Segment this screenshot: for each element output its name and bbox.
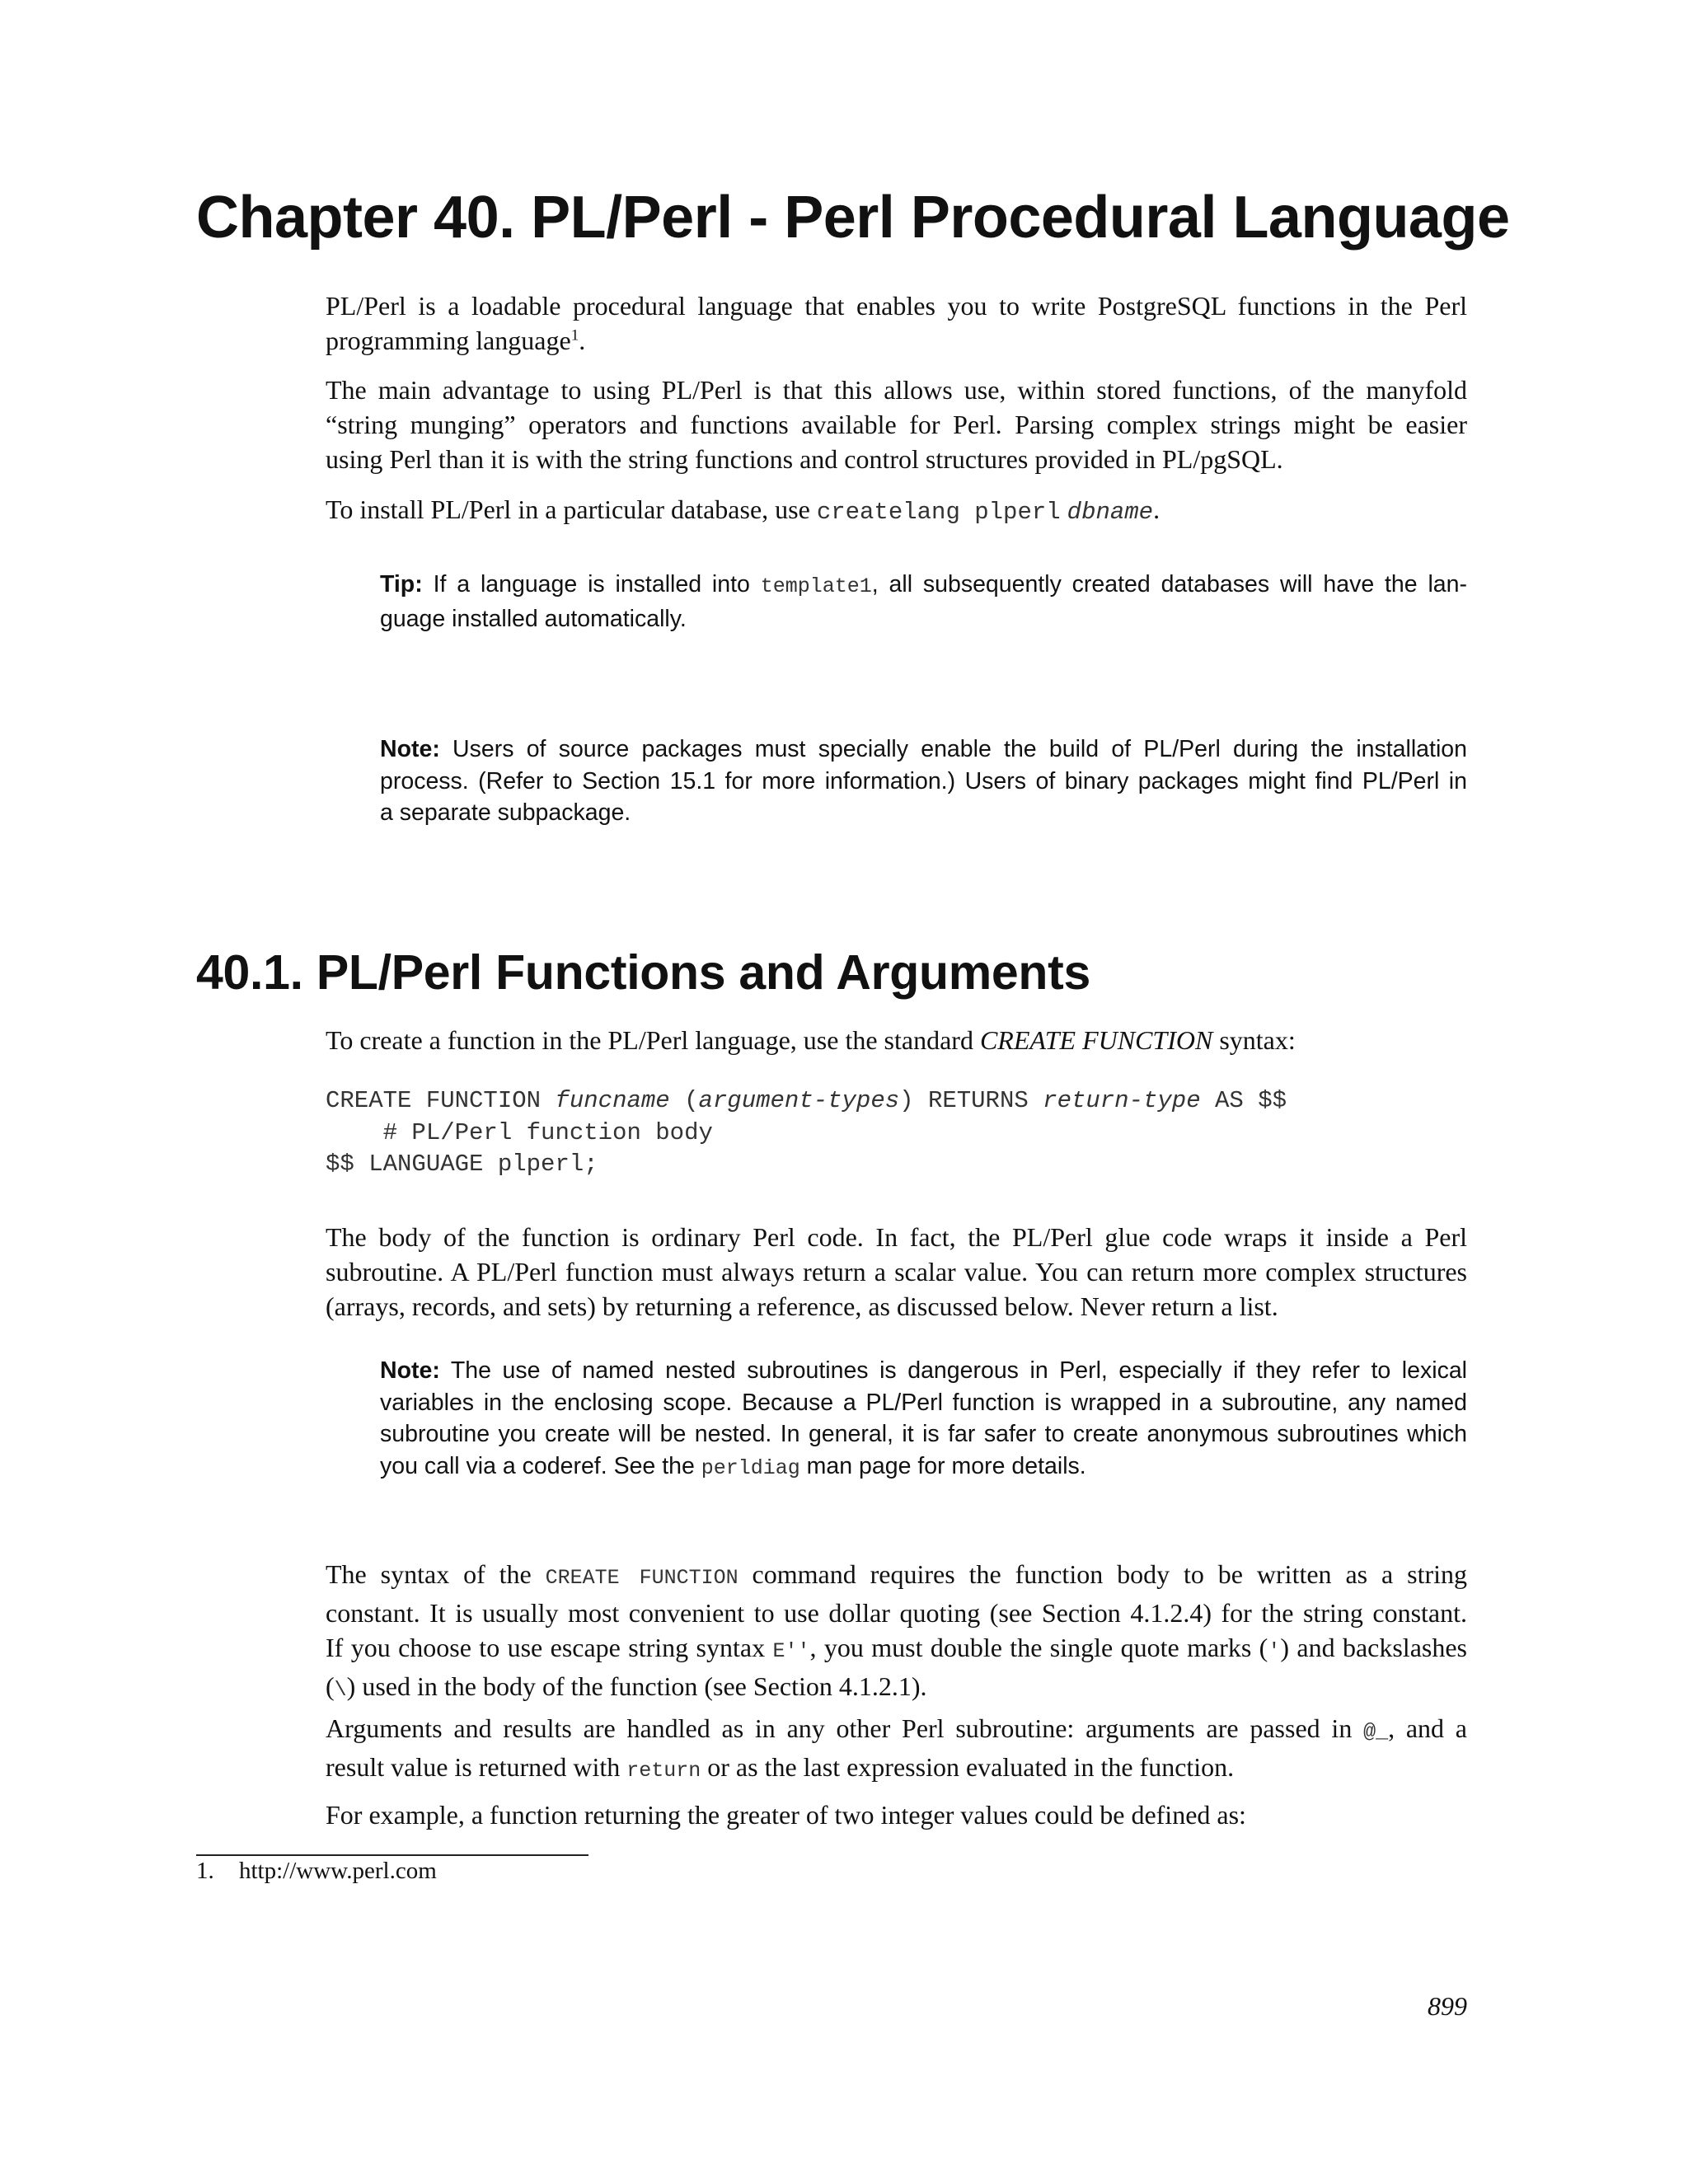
text-line bbox=[380, 1355, 1467, 1387]
page-number: 899 bbox=[1428, 1991, 1467, 2021]
command-literal: createlang plperl bbox=[816, 499, 1061, 526]
intro-paragraph-3 bbox=[326, 492, 1467, 530]
note-label: Note: bbox=[380, 1357, 440, 1384]
text-fragment: ) used in the body of the function (see Section 4.1.2.1). bbox=[346, 1671, 927, 1701]
text-fragment: , you must double the single quote marks ( bbox=[809, 1633, 1268, 1662]
code-fragment: ( bbox=[669, 1087, 699, 1114]
text-line: constant. It is usually most convenient to use dollar quoting (see Section 4.1.2.4) for the string constant. bbox=[326, 1598, 1467, 1628]
section-paragraph-5 bbox=[326, 1797, 1467, 1832]
text-line: subroutine. A PL/Perl function must always return a scalar value. You can return more complex structures bbox=[326, 1257, 1467, 1286]
code-fragment: CREATE FUNCTION bbox=[326, 1087, 556, 1114]
code-placeholder: funcname bbox=[555, 1087, 670, 1114]
text-line: process. (Refer to Section 15.1 for more information.) Users of binary packages might find PL/Perl in bbox=[380, 767, 1467, 794]
command-literal: CREATE FUNCTION bbox=[545, 1566, 738, 1590]
text-line: “string munging” operators and functions available for Perl. Parsing complex strings might be easier bbox=[326, 410, 1467, 439]
text-fragment: programming language bbox=[326, 326, 571, 355]
note-box bbox=[380, 733, 1467, 829]
section-paragraph-4 bbox=[326, 1711, 1467, 1788]
code-line: $$ LANGUAGE plperl; bbox=[326, 1151, 598, 1178]
note-box bbox=[380, 1355, 1467, 1484]
code-fragment: AS $$ bbox=[1200, 1087, 1287, 1114]
text-line: For example, a function returning the greater of two integer values could be defined as: bbox=[326, 1800, 1246, 1830]
section-paragraph-1 bbox=[326, 1023, 1467, 1057]
text-fragment: , all subsequently created databases will have the lan- bbox=[871, 571, 1467, 598]
text-fragment: The use of named nested subroutines is dangerous in Perl, especially if they refer to lexical bbox=[439, 1357, 1467, 1384]
code-block bbox=[326, 1085, 1287, 1181]
code-line: # PL/Perl function body bbox=[326, 1118, 713, 1146]
footnote-reference[interactable]: 1 bbox=[570, 326, 579, 344]
text-fragment: If a language is installed into bbox=[422, 571, 761, 598]
code-literal: template1 bbox=[760, 574, 872, 598]
replaceable-literal: dbname bbox=[1067, 499, 1154, 526]
text-line: subroutine you create will be nested. In general, it is far safer to create anonymous subroutines which bbox=[380, 1421, 1467, 1447]
text-line bbox=[326, 1750, 1467, 1788]
text-line bbox=[326, 1711, 1467, 1750]
text-line bbox=[380, 1451, 1467, 1485]
text-line: guage installed automatically. bbox=[380, 605, 687, 632]
text-fragment: . bbox=[579, 326, 586, 355]
text-line bbox=[326, 1023, 1467, 1057]
text-fragment: The syntax of the bbox=[326, 1559, 546, 1589]
text-line bbox=[326, 1630, 1467, 1669]
text-fragment: ) and backslashes bbox=[1280, 1633, 1468, 1662]
footnote-link[interactable]: http://www.perl.com bbox=[239, 1858, 437, 1884]
footnote-number: 1. bbox=[196, 1858, 214, 1884]
text-line bbox=[380, 569, 1467, 603]
code-placeholder: return-type bbox=[1043, 1087, 1201, 1114]
code-line bbox=[326, 1087, 1287, 1114]
text-fragment: syntax: bbox=[1212, 1025, 1296, 1055]
code-literal: return bbox=[626, 1759, 701, 1783]
code-placeholder: argument-types bbox=[698, 1087, 900, 1114]
code-literal: E'' bbox=[772, 1639, 810, 1663]
tip-box bbox=[380, 569, 1467, 635]
text-fragment: you call via a coderef. See the bbox=[380, 1452, 701, 1479]
section-title: 40.1. PL/Perl Functions and Arguments bbox=[196, 945, 1090, 1000]
text-fragment: , and a bbox=[1388, 1713, 1468, 1743]
text-line bbox=[380, 733, 1467, 766]
text-line bbox=[326, 323, 1467, 358]
note-label: Note: bbox=[380, 736, 440, 762]
code-fragment: ) RETURNS bbox=[899, 1087, 1043, 1114]
text-fragment: Arguments and results are handled as in any other Perl subroutine: arguments are passed in bbox=[326, 1713, 1364, 1743]
text-line: (arrays, records, and sets) by returning a reference, as discussed below. Never return a list. bbox=[326, 1291, 1278, 1321]
text-line bbox=[326, 492, 1467, 530]
text-fragment: To create a function in the PL/Perl language, use the standard bbox=[326, 1025, 980, 1055]
intro-paragraph-2 bbox=[326, 373, 1467, 476]
intro-paragraph-1 bbox=[326, 288, 1467, 358]
text-fragment: Users of source packages must specially enable the build of PL/Perl during the installation bbox=[439, 736, 1467, 762]
text-line bbox=[326, 1669, 1467, 1708]
text-fragment: ( bbox=[326, 1671, 335, 1701]
text-fragment: result value is returned with bbox=[326, 1752, 627, 1782]
code-literal: @_ bbox=[1363, 1720, 1389, 1744]
tip-label: Tip: bbox=[380, 571, 423, 598]
code-literal: perldiag bbox=[701, 1455, 800, 1480]
text-fragment: or as the last expression evaluated in the function. bbox=[701, 1752, 1235, 1782]
text-line: a separate subpackage. bbox=[380, 799, 631, 826]
text-line: The body of the function is ordinary Perl code. In fact, the PL/Perl glue code wraps it inside a Perl bbox=[326, 1222, 1467, 1252]
command-name: CREATE FUNCTION bbox=[979, 1025, 1213, 1055]
section-paragraph-3 bbox=[326, 1557, 1467, 1708]
text-fragment bbox=[1061, 494, 1067, 524]
text-line: PL/Perl is a loadable procedural language that enables you to write PostgreSQL functions in the Perl bbox=[326, 291, 1467, 321]
text-line: The main advantage to using PL/Perl is that this allows use, within stored functions, of the manyfold bbox=[326, 375, 1467, 405]
footnote bbox=[196, 1854, 437, 1887]
section-paragraph-2 bbox=[326, 1220, 1467, 1324]
text-fragment: If you choose to use escape string syntax bbox=[326, 1633, 773, 1662]
text-fragment: man page for more details. bbox=[799, 1452, 1086, 1479]
code-literal: \ bbox=[334, 1678, 347, 1702]
text-line: using Perl than it is with the string functions and control structures provided in PL/pgSQL. bbox=[326, 444, 1283, 474]
text-line bbox=[326, 1557, 1467, 1596]
text-line: variables in the enclosing scope. Because a PL/Perl function is wrapped in a subroutine, any named bbox=[380, 1389, 1467, 1416]
text-fragment: . bbox=[1153, 494, 1160, 524]
chapter-title: Chapter 40. PL/Perl - Perl Procedural Language bbox=[196, 185, 1510, 251]
code-literal: ' bbox=[1268, 1639, 1281, 1663]
text-fragment: command requires the function body to be written as a string bbox=[738, 1559, 1468, 1589]
text-fragment: To install PL/Perl in a particular database, use bbox=[326, 494, 817, 524]
